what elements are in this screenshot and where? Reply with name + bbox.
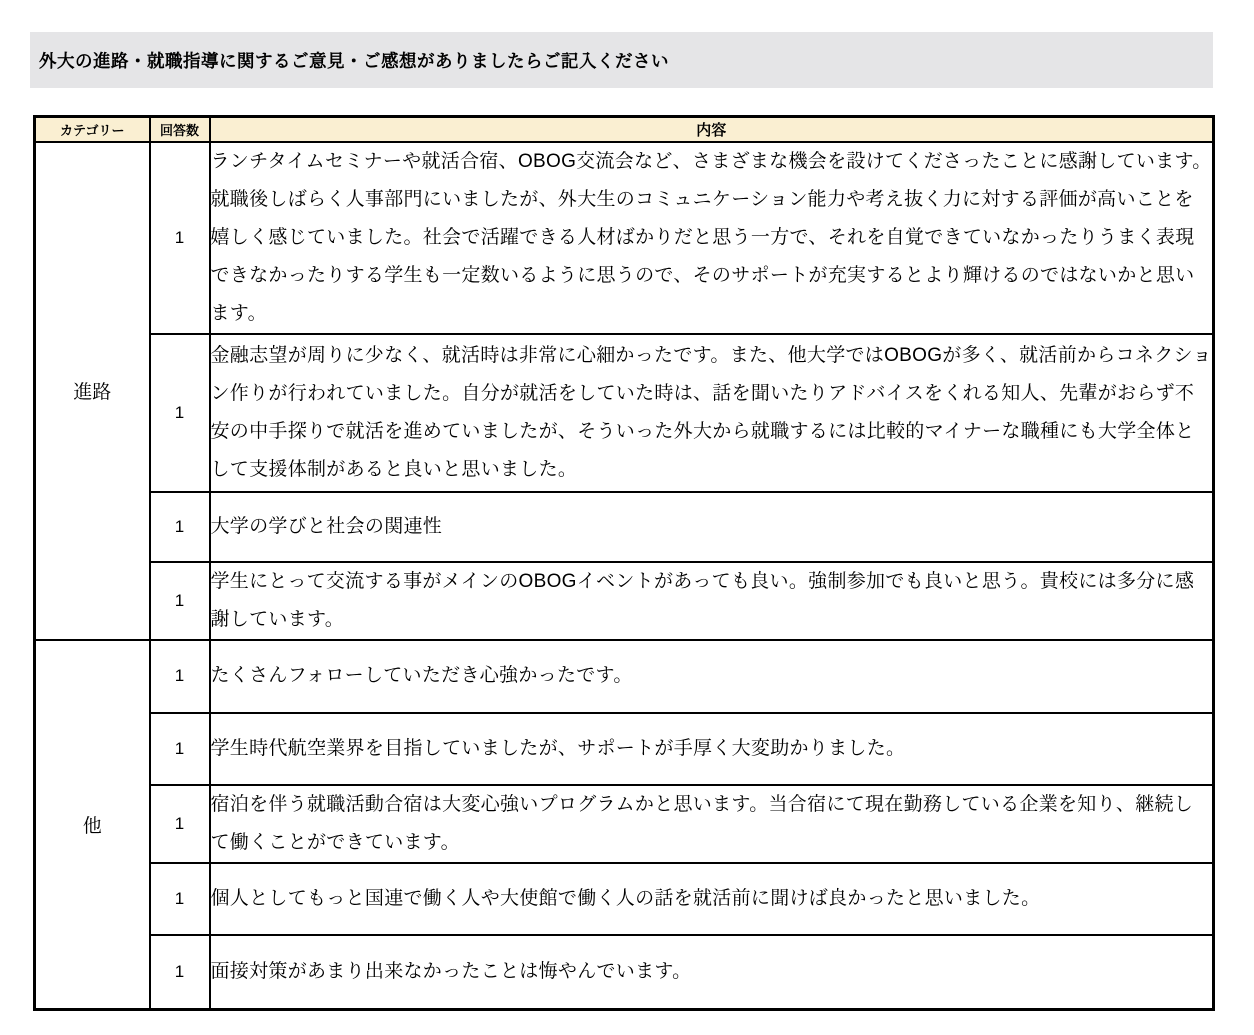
content-cell: 個人としてもっと国連で働く人や大使館で働く人の話を就活前に聞けば良かったと思いました。 — [210, 863, 1214, 935]
table-row — [35, 492, 1214, 562]
count-cell: 1 — [150, 640, 210, 713]
page-title: 外大の進路・就職指導に関するご意見・ご感想がありましたらご記入ください — [39, 50, 669, 71]
count-cell: 1 — [150, 562, 210, 640]
content-cell: 学生にとって交流する事がメインのOBOGイベントがあっても良い。強制参加でも良いと思う。貴校には多分に感謝しています。 — [210, 562, 1214, 640]
category-cell-other: 他 — [35, 640, 150, 1010]
table-row — [35, 863, 1214, 935]
count-cell: 1 — [150, 785, 210, 863]
section-title-bar — [30, 32, 1213, 88]
count-cell: 1 — [150, 142, 210, 334]
table-header-row — [35, 117, 1214, 142]
table-row — [35, 562, 1214, 640]
table-row — [35, 785, 1214, 863]
table-row — [35, 334, 1214, 492]
count-cell: 1 — [150, 492, 210, 562]
content-cell: 宿泊を伴う就職活動合宿は大変心強いプログラムかと思います。当合宿にて現在勤務している企業を知り、継続して働くことができています。 — [210, 785, 1214, 863]
table-row — [35, 713, 1214, 785]
column-header-count: 回答数 — [150, 117, 210, 142]
table-row — [35, 935, 1214, 1010]
count-cell: 1 — [150, 713, 210, 785]
column-header-content: 内容 — [210, 117, 1214, 142]
content-cell: 金融志望が周りに少なく、就活時は非常に心細かったです。また、他大学ではOBOGが多く、就活前からコネクション作りが行われていました。自分が就活をしていた時は、話を聞いたりアドバイスをくれる知人、先輩がおらず不安の中手探りで就活を進めていましたが、そういった外大から就職するには比較的マイナーな職種にも大学全体として支援体制があると良いと思いました。 — [210, 334, 1214, 492]
content-cell: たくさんフォローしていただき心強かったです。 — [210, 640, 1214, 713]
count-cell: 1 — [150, 935, 210, 1010]
category-cell-shinro: 進路 — [35, 142, 150, 640]
feedback-table — [33, 115, 1215, 1011]
count-cell: 1 — [150, 334, 210, 492]
column-header-category: カテゴリー — [35, 117, 150, 142]
content-cell: 学生時代航空業界を目指していましたが、サポートが手厚く大変助かりました。 — [210, 713, 1214, 785]
content-cell: 面接対策があまり出来なかったことは悔やんでいます。 — [210, 935, 1214, 1010]
count-cell: 1 — [150, 863, 210, 935]
table-row — [35, 142, 1214, 334]
table-row — [35, 640, 1214, 713]
content-cell: ランチタイムセミナーや就活合宿、OBOG交流会など、さまざまな機会を設けてくださったことに感謝しています。就職後しばらく人事部門にいましたが、外大生のコミュニケーション能力や考え抜く力に対する評価が高いことを嬉しく感じていました。社会で活躍できる人材ばかりだと思う一方で、それを自覚できていなかったりうまく表現できなかったりする学生も一定数いるように思うので、そのサポートが充実するとより輝けるのではないかと思います。 — [210, 142, 1214, 334]
content-cell: 大学の学びと社会の関連性 — [210, 492, 1214, 562]
